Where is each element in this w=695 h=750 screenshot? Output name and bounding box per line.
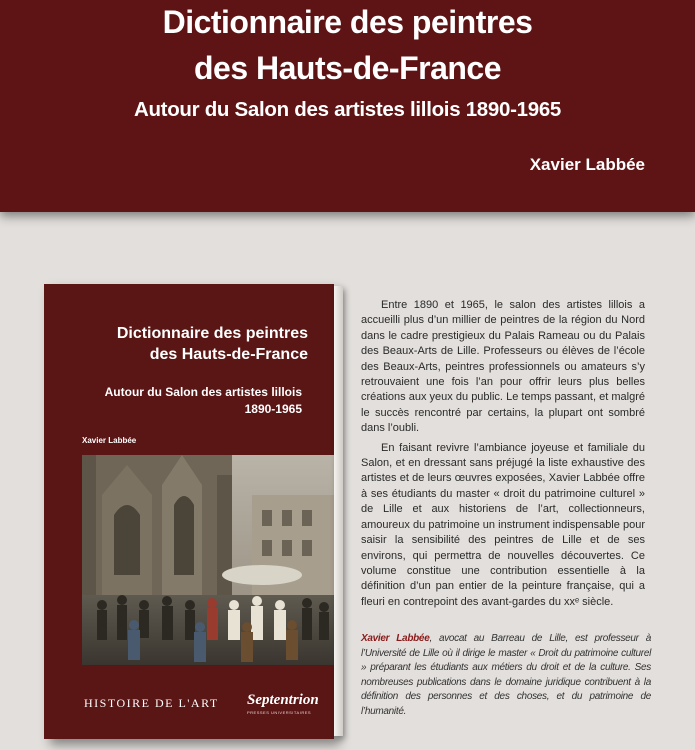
- book-author: Xavier Labbée: [82, 436, 137, 445]
- cover-painting-image: [82, 455, 334, 665]
- page-title-line2: des Hauts-de-France: [193, 50, 502, 86]
- page-subtitle: Autour du Salon des artistes lillois 1890-1965: [133, 98, 562, 121]
- book-title-line1: Dictionnaire des peintres: [116, 325, 308, 342]
- book-cover: [44, 284, 334, 739]
- book-subtitle-line2: 1890-1965: [244, 402, 302, 416]
- header-banner: [0, 0, 695, 212]
- publisher-logo: Septentrion: [247, 692, 319, 708]
- page-title-line1: Dictionnaire des peintres: [162, 4, 533, 40]
- description-paragraph-2: En faisant revivre l’ambiance joyeuse et familiale du Salon, et en dressant sans préjugé la liste exhaustive des artistes et de leurs œuvres exposées, Xavier Labbée offre à ses étudiants du master « droit du patrimoine culturel » de Lille et aux historiens de l’art, collectionneurs, amoureux du patrimoine un instrument indispensable pour saisir la sensibilité des peintres de Lille et de ses environs, qui permettra de nouvelles découvertes. Ce volume constitue une contribution essentielle à la définition d’un pan entier de la peinture française, qui a fleuri en contrepoint des avant-gardes du xxᵉ siècle.: [361, 441, 645, 608]
- book-title-line2: des Hauts-de-France: [149, 346, 308, 363]
- author-bio: [361, 632, 651, 720]
- book-series: HISTOIRE DE L'ART: [84, 696, 219, 710]
- description-text: [361, 298, 645, 614]
- bio-author-name: Xavier Labbée: [361, 633, 430, 644]
- book-subtitle-line1: Autour du Salon des artistes lillois: [104, 385, 302, 399]
- book-page-edges: [334, 286, 343, 736]
- publisher-subtitle: PRESSES UNIVERSITAIRES: [247, 710, 312, 715]
- description-paragraph-1: Entre 1890 et 1965, le salon des artistes lillois a accueilli plus d’un millier de peintres de la région du Nord dans le cadre prestigieux du Palais Rameau ou du Palais des Beaux-Arts de Lille. Professeurs ou élèves de l’école des Beaux-Arts, peintres professionnels ou amateurs s’y retrouvaient une fois l’an pour offrir leurs plus belles créations aux yeux du public. Le temps passant, et malgré le succès rencontré par certains, la plupart ont sombré dans l’oubli.: [361, 299, 645, 435]
- bio-text: , avocat au Barreau de Lille, est professeur à l’Université de Lille où il dirige le master « Droit du patrimoine culturel » préparant les étudiants aux métiers du droit et de la culture. Ses nombreuses publications dans le domaine juridique contribuent à la définition des personnes et des choses, et du patrimoine de l’humanité.: [361, 633, 651, 717]
- header-author: Xavier Labbée: [529, 155, 645, 174]
